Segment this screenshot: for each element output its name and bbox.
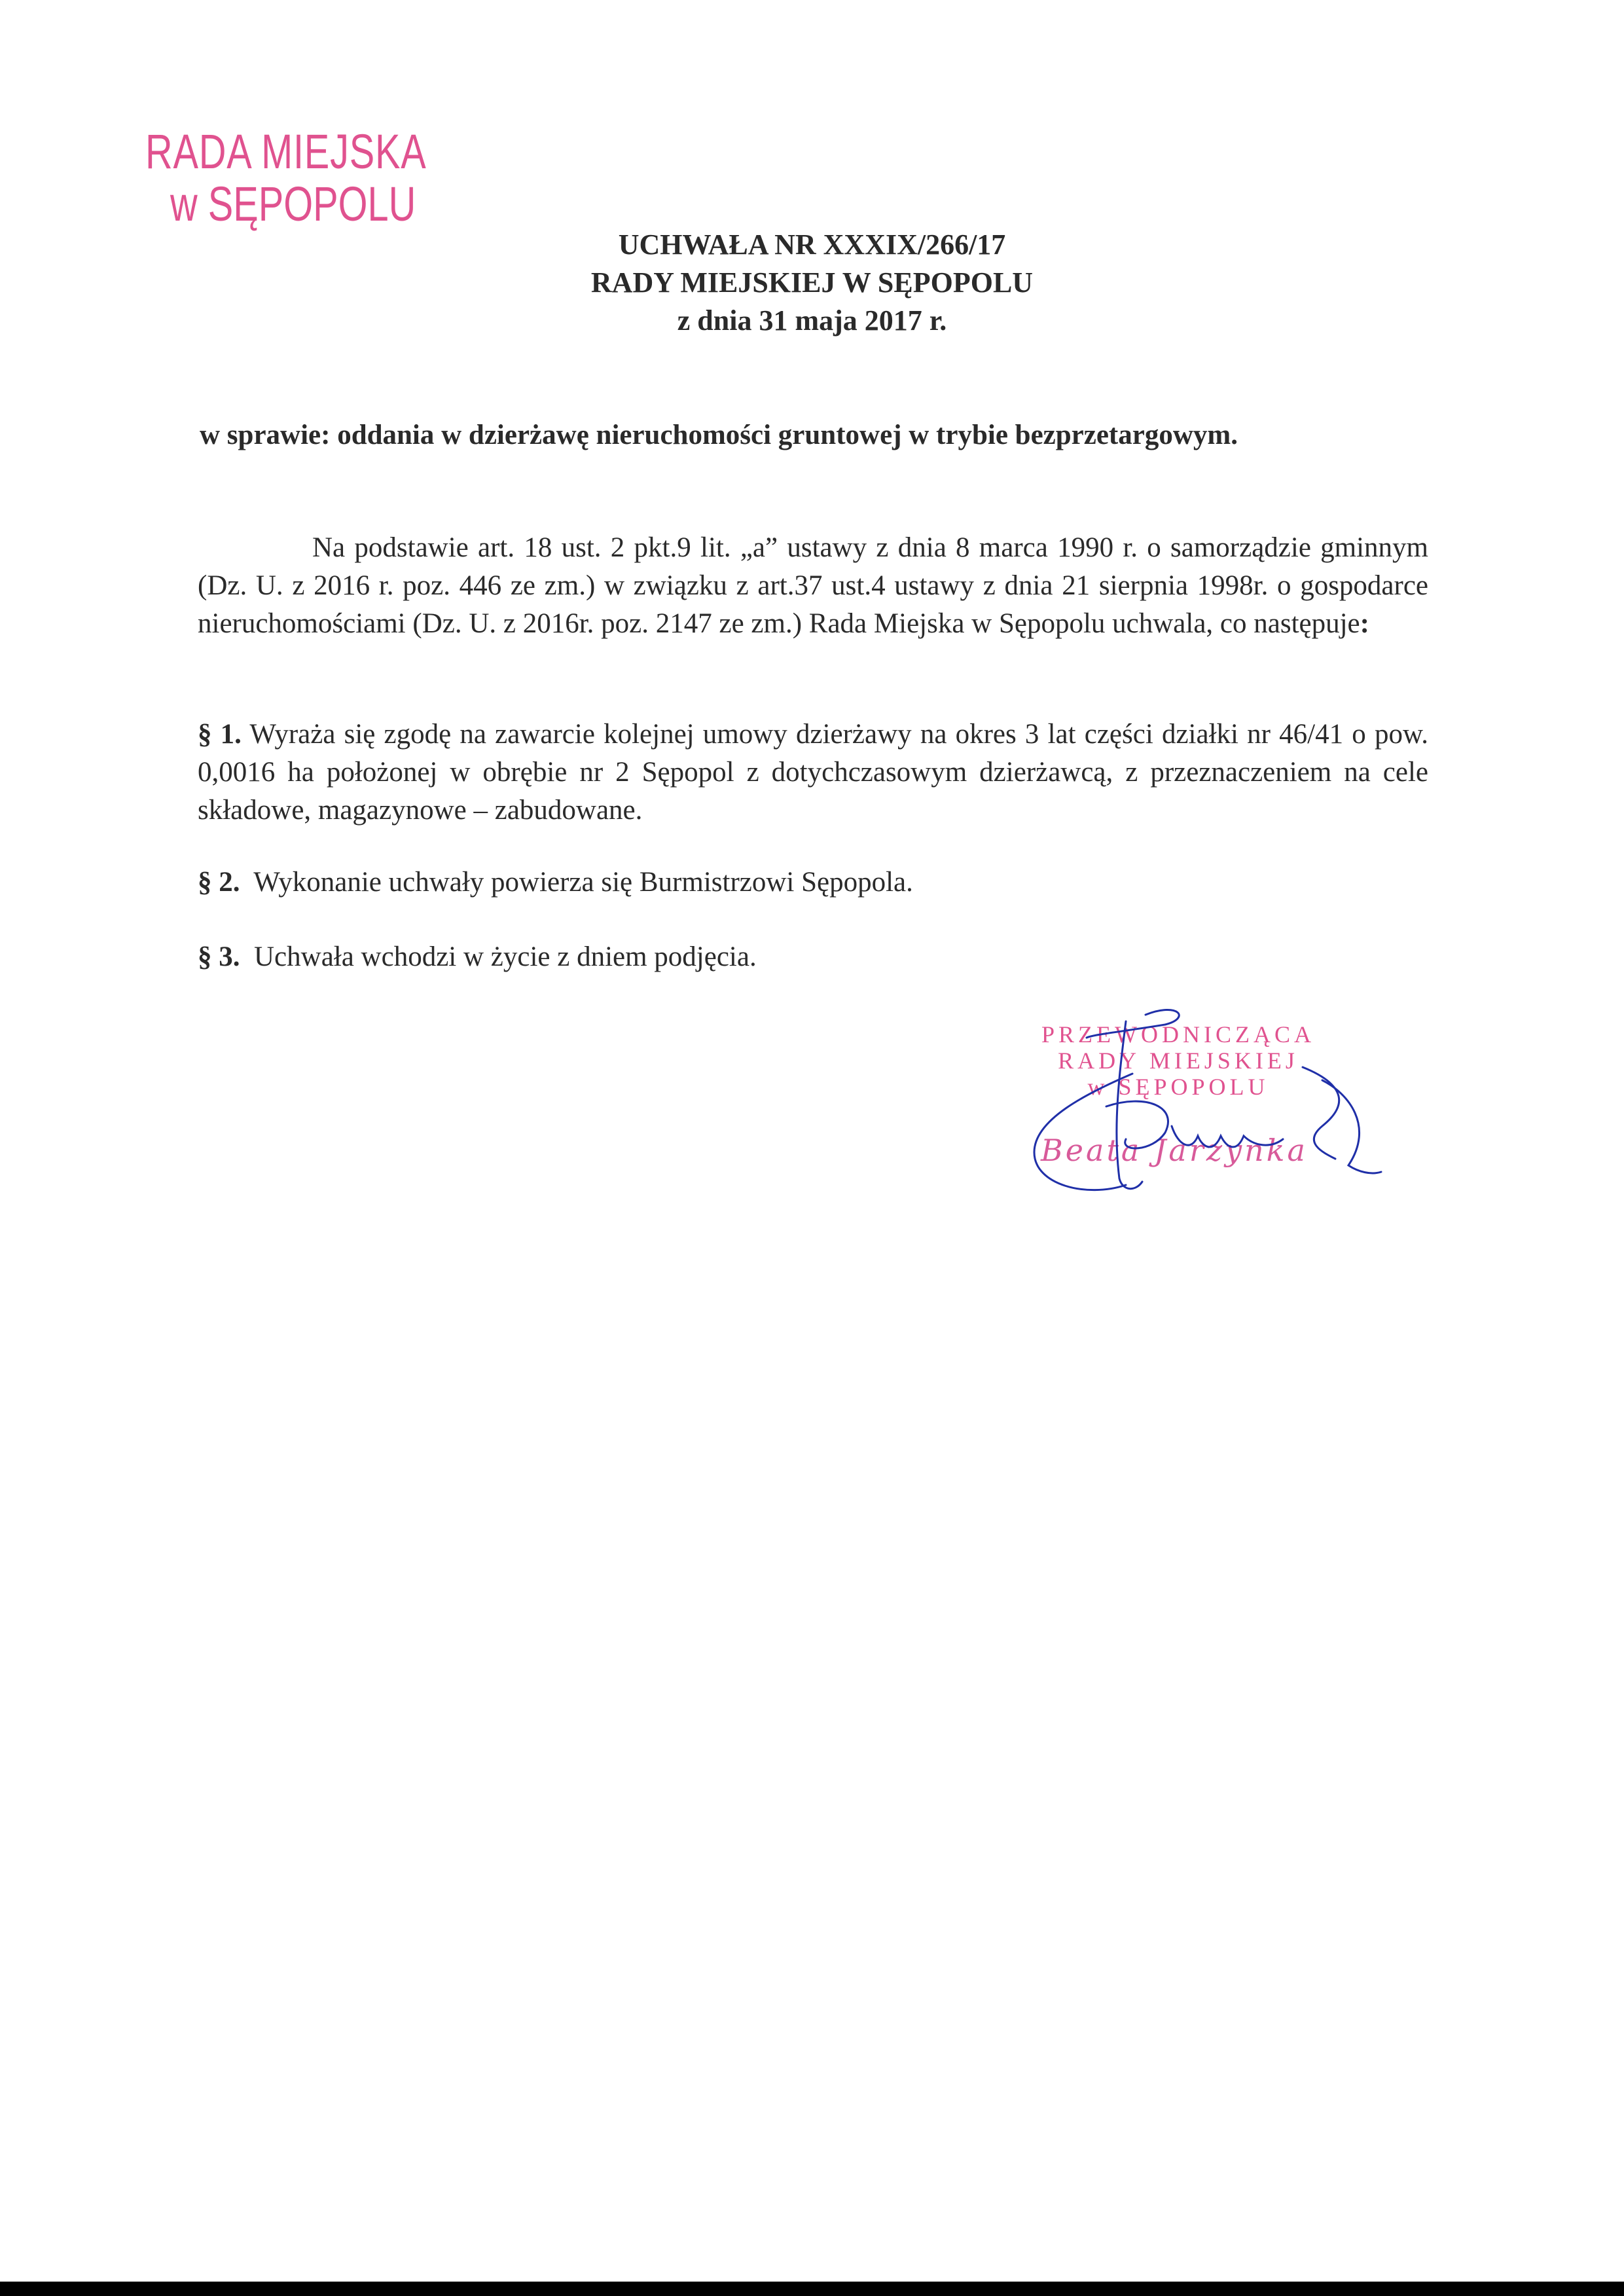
legal-basis-colon: :: [1360, 608, 1369, 639]
resolution-number: UCHWAŁA NR XXXIX/266/17: [618, 228, 1006, 261]
section-1: [198, 716, 1428, 829]
section-3-text: Uchwała wchodzi w życie z dniem podjęcia.: [254, 941, 757, 972]
resolution-title: [0, 226, 1624, 340]
chairwoman-name: Beata Jarzynka: [1041, 1133, 1308, 1168]
resolution-subject: w sprawie: oddania w dzierżawę nieruchomości gruntowej w trybie bezprzetargowym.: [200, 420, 1238, 450]
chairwoman-stamp-line3: w SĘPOPOLU: [1087, 1074, 1269, 1100]
resolution-issuer: RADY MIEJSKIEJ W SĘPOPOLU: [590, 266, 1034, 299]
handwritten-signature: [995, 995, 1388, 1205]
council-stamp: [145, 126, 460, 230]
chairwoman-stamp-line1: PRZEWODNICZĄCA: [1041, 1021, 1315, 1048]
section-2: [198, 864, 1428, 902]
scan-edge-bar: [0, 2282, 1624, 2296]
council-stamp-line2: w SĘPOPOLU: [170, 176, 416, 231]
section-1-number: § 1.: [198, 719, 242, 750]
section-2-text: Wykonanie uchwały powierza się Burmistrzowi Sępopola.: [253, 867, 913, 898]
section-3: [198, 938, 1428, 976]
legal-basis-text: Na podstawie art. 18 ust. 2 pkt.9 lit. „a” ustawy z dnia 8 marca 1990 r. o samorządzie gminnym (Dz. U. z 2016 r. poz. 446 ze zm.) w związku z art.37 ust.4 ustawy z dnia 21 sierpnia 1998r. o gospodarce nieruchomościami (Dz. U. z 2016r. poz. 2147 ze zm.) Rada Miejska w Sępopolu uchwala, co następuje: [198, 532, 1428, 639]
section-3-number: § 3.: [198, 941, 240, 972]
section-1-text: Wyraża się zgodę na zawarcie kolejnej umowy dzierżawy na okres 3 lat części działki nr 46/41 o pow. 0,0016 ha położonej w obrębie nr 2 Sępopol z dotychczasowym dzierżawcą, z przeznaczeniem na cele składowe, magazynowe – zabudowane.: [198, 719, 1428, 826]
legal-basis-paragraph: [198, 529, 1428, 643]
resolution-date: z dnia 31 maja 2017 r.: [677, 304, 947, 337]
chairwoman-stamp-line2: RADY MIEJSKIEJ: [1058, 1048, 1299, 1074]
section-2-number: § 2.: [198, 867, 240, 898]
council-stamp-line1: RADA MIEJSKA: [145, 124, 427, 179]
